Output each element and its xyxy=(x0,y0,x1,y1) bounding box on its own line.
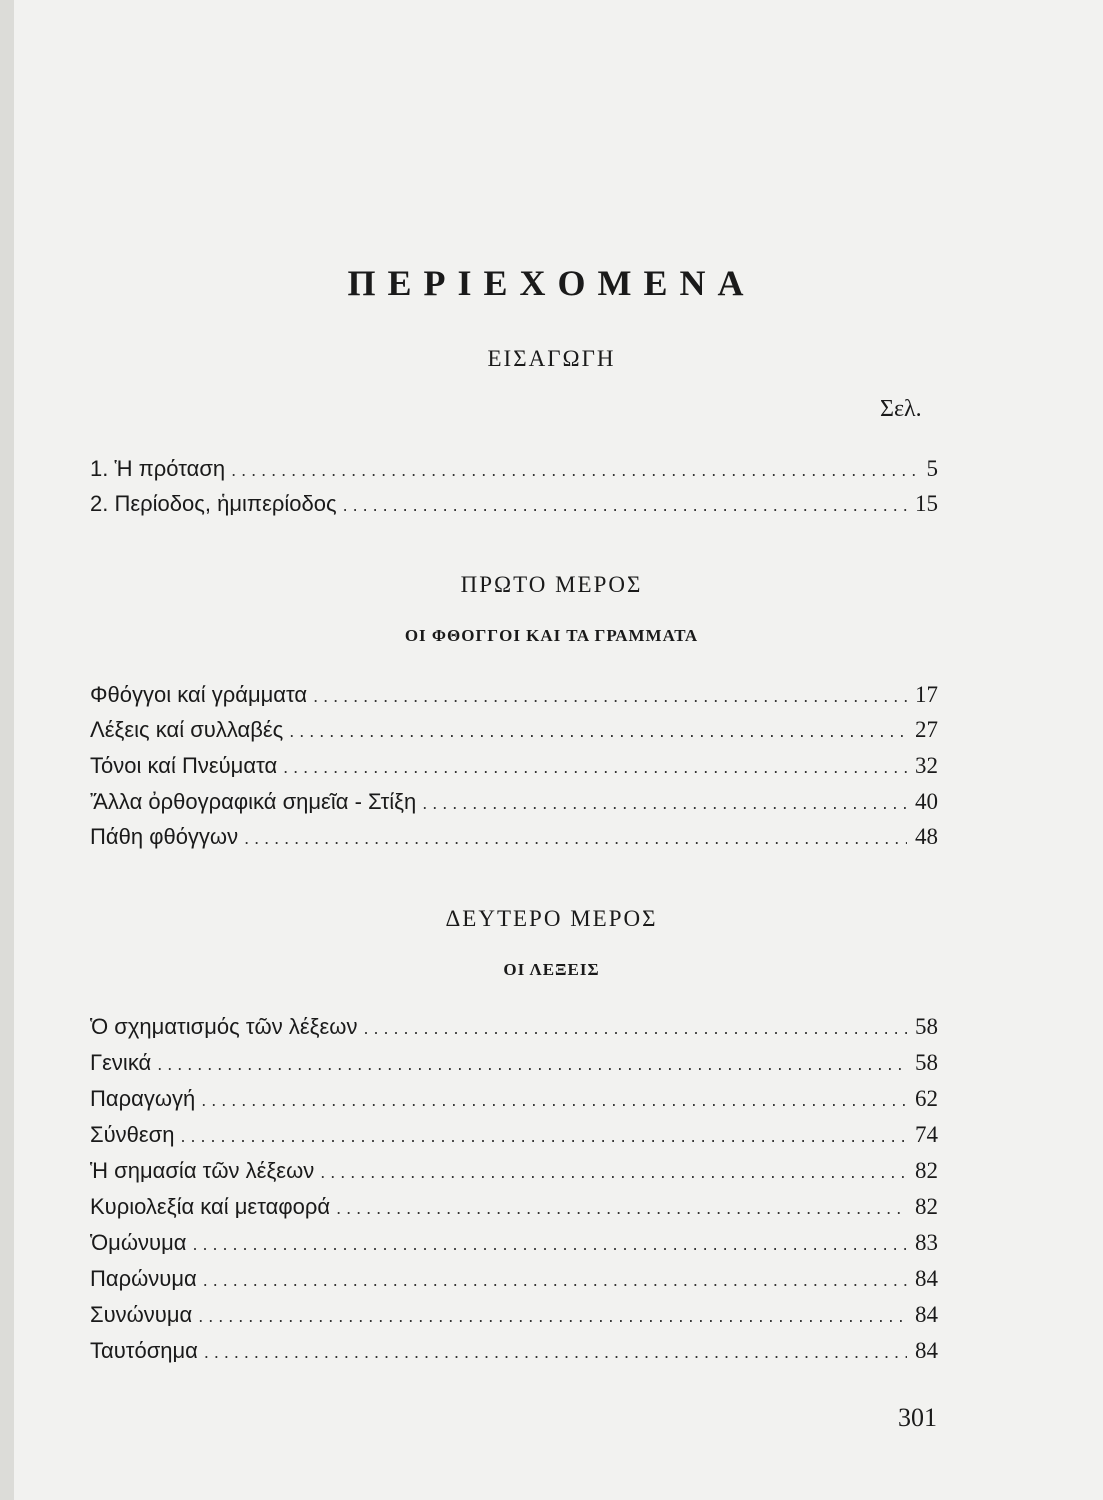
toc-leader-dots xyxy=(313,686,907,707)
toc-entry-page: 48 xyxy=(915,824,938,849)
toc-entry xyxy=(90,1086,938,1120)
toc-entry-label: Τόνοι καί Πνεύματα xyxy=(90,753,278,778)
toc-entry-page: 5 xyxy=(926,456,938,481)
toc-entry-label: Ὁμώνυμα xyxy=(90,1230,187,1255)
toc-entry xyxy=(90,1014,938,1048)
toc-entry xyxy=(90,1230,938,1264)
toc-entry-label: 1. Ἡ πρόταση xyxy=(90,456,226,481)
toc-entry xyxy=(90,753,938,787)
toc-entry-page: 84 xyxy=(915,1302,938,1327)
toc-entry-label: Παρώνυμα xyxy=(90,1266,197,1291)
page-column-label: Σελ. xyxy=(880,396,922,422)
section-heading-part1: ΠΡΩΤΟ ΜΕΡΟΣ xyxy=(460,572,643,597)
toc-entry xyxy=(90,1050,938,1084)
toc-leader-dots xyxy=(181,1126,908,1147)
toc-leader-dots xyxy=(203,1270,907,1291)
toc-entry xyxy=(90,1194,938,1228)
toc-entry xyxy=(90,717,938,751)
toc-entry-page: 17 xyxy=(915,682,938,707)
toc-leader-dots xyxy=(244,828,907,849)
toc-entry-page: 82 xyxy=(915,1158,938,1183)
page-edge-shadow xyxy=(0,0,14,1500)
toc-entry-label: Κυριολεξία καί μεταφορά xyxy=(90,1194,331,1219)
toc-leader-dots xyxy=(192,1234,907,1255)
section-subheading-part2: ΟΙ ΛΕΞΕΙΣ xyxy=(503,960,600,979)
toc-entry-page: 84 xyxy=(915,1338,938,1363)
toc-entry-page: 40 xyxy=(915,789,938,814)
toc-entry-page: 15 xyxy=(915,491,938,516)
toc-leader-dots xyxy=(320,1162,907,1183)
toc-entry-page: 82 xyxy=(915,1194,938,1219)
toc-leader-dots xyxy=(201,1090,907,1111)
toc-entry xyxy=(90,789,938,823)
toc-entry xyxy=(90,1122,938,1156)
toc-entry-label: Παραγωγή xyxy=(90,1086,196,1111)
toc-leader-dots xyxy=(204,1342,907,1363)
toc-entry-label: Σύνθεση xyxy=(90,1122,175,1147)
toc-entry-label: Ἡ σημασία τῶν λέξεων xyxy=(90,1158,315,1183)
toc-entry-label: Πάθη φθόγγων xyxy=(90,824,239,849)
toc-entry xyxy=(90,824,938,858)
toc-entry-page: 84 xyxy=(915,1266,938,1291)
toc-entry xyxy=(90,1158,938,1192)
toc-entry xyxy=(90,1302,938,1336)
toc-entry-label: Λέξεις καί συλλαβές xyxy=(90,717,284,742)
toc-entry xyxy=(90,456,938,490)
toc-entry-page: 83 xyxy=(915,1230,938,1255)
toc-entry-label: Ταυτόσημα xyxy=(90,1338,198,1363)
toc-leader-dots xyxy=(422,793,907,814)
toc-entry-page: 74 xyxy=(915,1122,938,1147)
section-subheading-part1: ΟΙ ΦΘΟΓΓΟΙ ΚΑΙ ΤΑ ΓΡΑΜΜΑΤΑ xyxy=(404,626,699,645)
toc-entry xyxy=(90,682,938,716)
page-number: 301 xyxy=(898,1403,937,1432)
toc-entry-label: Γενικά xyxy=(90,1050,152,1075)
section-heading-intro: ΕΙΣΑΓΩΓΗ xyxy=(487,346,616,371)
toc-entry-label: Ὁ σχηματισμός τῶν λέξεων xyxy=(90,1014,358,1039)
toc-leader-dots xyxy=(343,495,907,516)
toc-entry-page: 62 xyxy=(915,1086,938,1111)
toc-entry xyxy=(90,1266,938,1300)
toc-entry-label: 2. Περίοδος, ἡμιπερίοδος xyxy=(90,491,337,516)
toc-leader-dots xyxy=(198,1306,907,1327)
toc-entry xyxy=(90,1338,938,1372)
toc-leader-dots xyxy=(231,460,918,481)
toc-leader-dots xyxy=(336,1198,907,1219)
toc-leader-dots xyxy=(363,1018,907,1039)
toc-entry-page: 58 xyxy=(915,1050,938,1075)
toc-entry-label: Φθόγγοι καί γράμματα xyxy=(90,682,308,707)
toc-entry-label: Συνώνυμα xyxy=(90,1302,193,1327)
section-heading-part2: ΔΕΥΤΕΡΟ ΜΕΡΟΣ xyxy=(445,906,658,931)
page-title: ΠΕΡΙΕΧΟΜΕΝΑ xyxy=(347,263,756,303)
toc-entry-page: 27 xyxy=(915,717,938,742)
toc-leader-dots xyxy=(283,757,907,778)
toc-entry-label: Ἄλλα ὀρθογραφικά σημεῖα - Στίξη xyxy=(90,789,417,814)
toc-leader-dots xyxy=(157,1054,907,1075)
toc-entry-page: 32 xyxy=(915,753,938,778)
toc-entry xyxy=(90,491,938,525)
toc-entry-page: 58 xyxy=(915,1014,938,1039)
toc-leader-dots xyxy=(289,721,907,742)
